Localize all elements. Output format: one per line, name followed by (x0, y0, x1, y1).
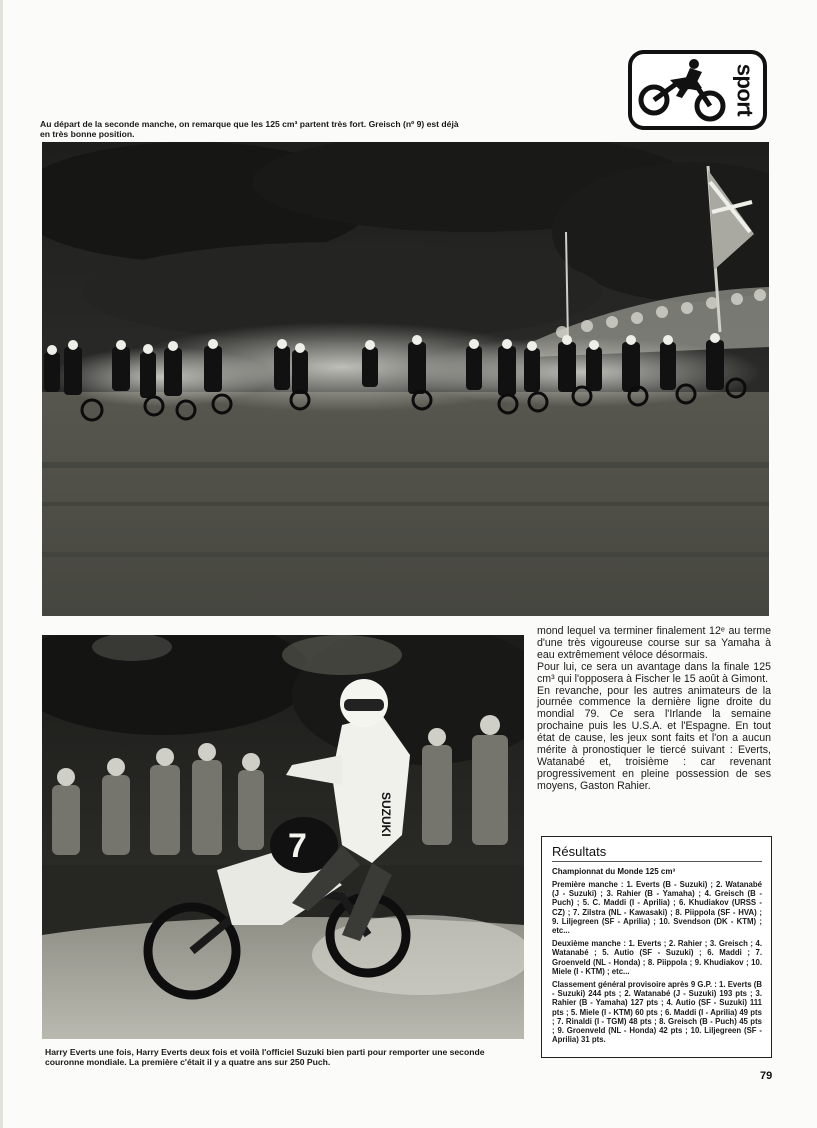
caption-bottom: Harry Everts une fois, Harry Everts deux fois et voilà l'officiel Suzuki bien parti pour remporter une seconde couronne mondiale. La première c'était il y a quatre ans sur 250 Puch. (45, 1047, 485, 1067)
page-number: 79 (760, 1070, 773, 1082)
photo-harry-everts (42, 635, 524, 1039)
results-title: Résultats (552, 844, 762, 862)
article-paragraph: mond lequel va terminer finalement 12ᵉ au terme d'une très vigoureuse course sur sa Yamaha à eau extrêmement véloce désormais. (537, 625, 771, 661)
results-subtitle: Championnat du Monde 125 cm³ (552, 867, 676, 876)
page-spine (0, 0, 3, 1128)
caption-top: Au départ de la seconde manche, on remarque que les 125 cm³ partent très fort. Greisch (nº 9) est déjà en très bonne position. (40, 119, 459, 139)
jersey-lettering: SUZUKI (379, 792, 393, 837)
sport-section-badge (628, 50, 767, 130)
bike-number-plate: 7 (288, 827, 307, 865)
results-standings: Classement général provisoire après 9 G.P. : 1. Everts (B - Suzuki) 244 pts ; 2. Watanabé (J - Suzuki) 193 pts ; 3. Rahier (B - Yamaha) 127 pts ; 4. Autio (SF - Suzuki) 111 pts ; 5. Miele (I - KTM) 60 pts ; 6. Maddi (I - Aprilia) 49 pts ; 7. Rinaldi (I - TGM) 48 pts ; 8. Greisch (B - Puch) 45 pts ; 9. Groenveld (NL - Honda) 42 pts ; 10. Liljegreen (SF - Aprilia) 31 pts. (552, 980, 762, 1045)
article-paragraph: Pour lui, ce sera un avantage dans la finale 125 cm³ qui l'opposera à Fischer le 15 août à Gimont. (537, 660, 771, 685)
results-second-race: Deuxième manche : 1. Everts ; 2. Rahier ; 3. Greisch ; 4. Watanabé ; 5. Autio (SF - Suzuki) ; 6. Maddi ; 7. Groenveld (NL - Honda) ; 8. Piippola ; 9. Khudiakov ; 10. Miele (I - KTM) ; etc... (552, 939, 762, 976)
results-first-race: Première manche : 1. Everts (B - Suzuki) ; 2. Watanabé (J - Suzuki) ; 3. Rahier (B - Yamaha) ; 4. Greisch (B - Puch) ; 5. C. Maddi (I - Aprilia) ; 6. Khudiakov (URSS - CZ) ; 7. Zilstra (NL - Kawasaki) ; 8. Piippola (SF - HVA) ; 9. Liljegreen (SF - Aprilia) ; 10. Svendson (DK - KTM) ; etc... (552, 880, 762, 936)
photo-race-start (42, 142, 769, 616)
article-paragraph: En revanche, pour les autres animateurs de la journée commence la dernière ligne droite du mondial 79. Ce sera l'Irlande la semaine prochaine puis les U.S.A. et l'Espagne. En tout état de cause, les jeux sont faits et l'on a aucun mérite à pronostiquer le tiercé suivant : Everts, Watanabé et, troisième : car revenant progressivement en pleine possession de ses moyens, Gaston Rahier. (537, 684, 771, 792)
article-text (537, 626, 771, 793)
motocross-rider-icon (636, 58, 728, 122)
results-box (541, 836, 772, 1058)
badge-label: sport (732, 63, 757, 117)
